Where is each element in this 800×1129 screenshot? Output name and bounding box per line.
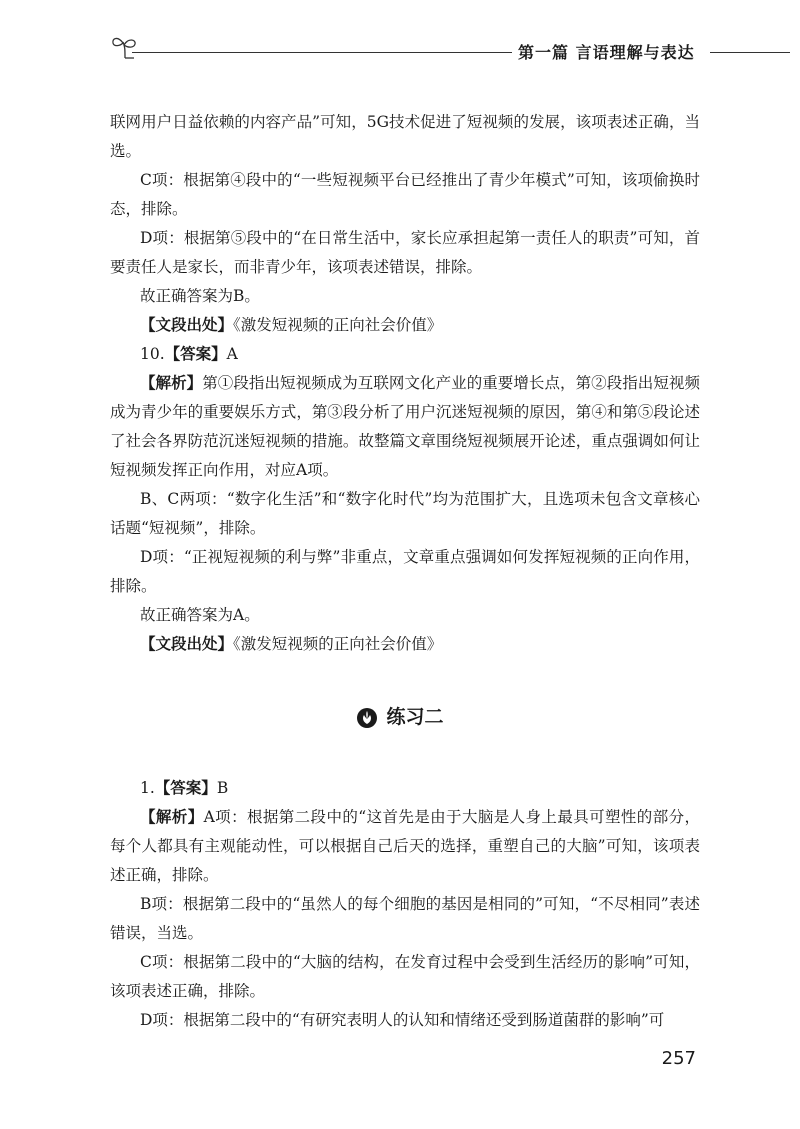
paragraph: D项：“正视短视频的利与弊”非重点，文章重点强调如何发挥短视频的正向作用，排除。 <box>110 548 700 595</box>
answer-line <box>110 340 700 369</box>
source-line <box>110 630 700 659</box>
exercise-heading <box>0 702 800 729</box>
paragraph: D项：根据第二段中的“有研究表明人的认知和情绪还受到肠道菌群的影响”可 <box>140 1011 665 1029</box>
paragraph: C项：根据第④段中的“一些短视频平台已经推出了青少年模式”可知，该项偷换时态，排除。 <box>110 171 700 218</box>
sprout-icon <box>110 34 140 60</box>
question-number: 10. <box>140 345 165 363</box>
paragraph: 联网用户日益依赖的内容产品”可知，5G技术促进了短视频的发展，该项表述正确，当选。 <box>110 113 700 160</box>
paragraph: C项：根据第二段中的“大脑的结构，在发育过程中会受到生活经历的影响”可知，该项表述正确，排除。 <box>110 953 700 1000</box>
source-tag: 【文段出处】 <box>140 316 234 334</box>
paragraph: B项：根据第二段中的“虽然人的每个细胞的基因是相同的”可知，“不尽相同”表述错误，当选。 <box>110 895 700 942</box>
question-number: 1. <box>140 779 155 797</box>
source-line <box>110 311 700 340</box>
answer-tag: 【答案】 <box>154 779 217 797</box>
header-rule-left <box>132 52 512 53</box>
page-body <box>110 108 700 659</box>
section-title: 第一篇 言语理解与表达 <box>518 43 695 62</box>
paragraph: 故正确答案为B。 <box>140 287 260 305</box>
analysis-tag: 【解析】 <box>140 808 204 826</box>
answer-tag: 【答案】 <box>164 345 227 363</box>
exercise-title: 练习二 <box>386 706 444 728</box>
header-rule-right <box>710 52 790 53</box>
source-text: 《激发短视频的正向社会价值》 <box>233 635 443 653</box>
paragraph: 故正确答案为A。 <box>140 606 260 624</box>
answer-value: B <box>216 779 229 797</box>
page-body-lower <box>110 774 700 1035</box>
paragraph: B、C两项：“数字化生活”和“数字化时代”均为范围扩大，且选项未包含文章核心话题“短视频”，排除。 <box>110 490 700 537</box>
answer-line <box>110 774 700 803</box>
analysis-text: 第①段指出短视频成为互联网文化产业的重要增长点，第②段指出短视频成为青少年的重要娱乐方式，第③段分析了用户沉迷短视频的原因，第④和第⑤段论述了社会各界防范沉迷短视频的措施。故整篇文章围绕短视频展开论述，重点强调如何让短视频发挥正向作用，对应A项。 <box>110 374 700 479</box>
answer-value: A <box>226 345 238 363</box>
analysis-paragraph <box>110 803 700 890</box>
analysis-tag: 【解析】 <box>140 374 203 392</box>
flower-icon <box>356 707 378 729</box>
page-number: 257 <box>661 1048 696 1069</box>
running-header <box>110 34 800 64</box>
source-tag: 【文段出处】 <box>140 635 234 653</box>
paragraph: D项：根据第⑤段中的“在日常生活中，家长应承担起第一责任人的职责”可知，首要责任人是家长，而非青少年，该项表述错误，排除。 <box>110 229 700 276</box>
source-text: 《激发短视频的正向社会价值》 <box>233 316 443 334</box>
analysis-paragraph <box>110 369 700 485</box>
analysis-text: A项：根据第二段中的“这首先是由于大脑是人身上最具可塑性的部分，每个人都具有主观能动性，可以根据自己后天的选择，重塑自己的大脑”可知，该项表述正确，排除。 <box>110 808 700 884</box>
